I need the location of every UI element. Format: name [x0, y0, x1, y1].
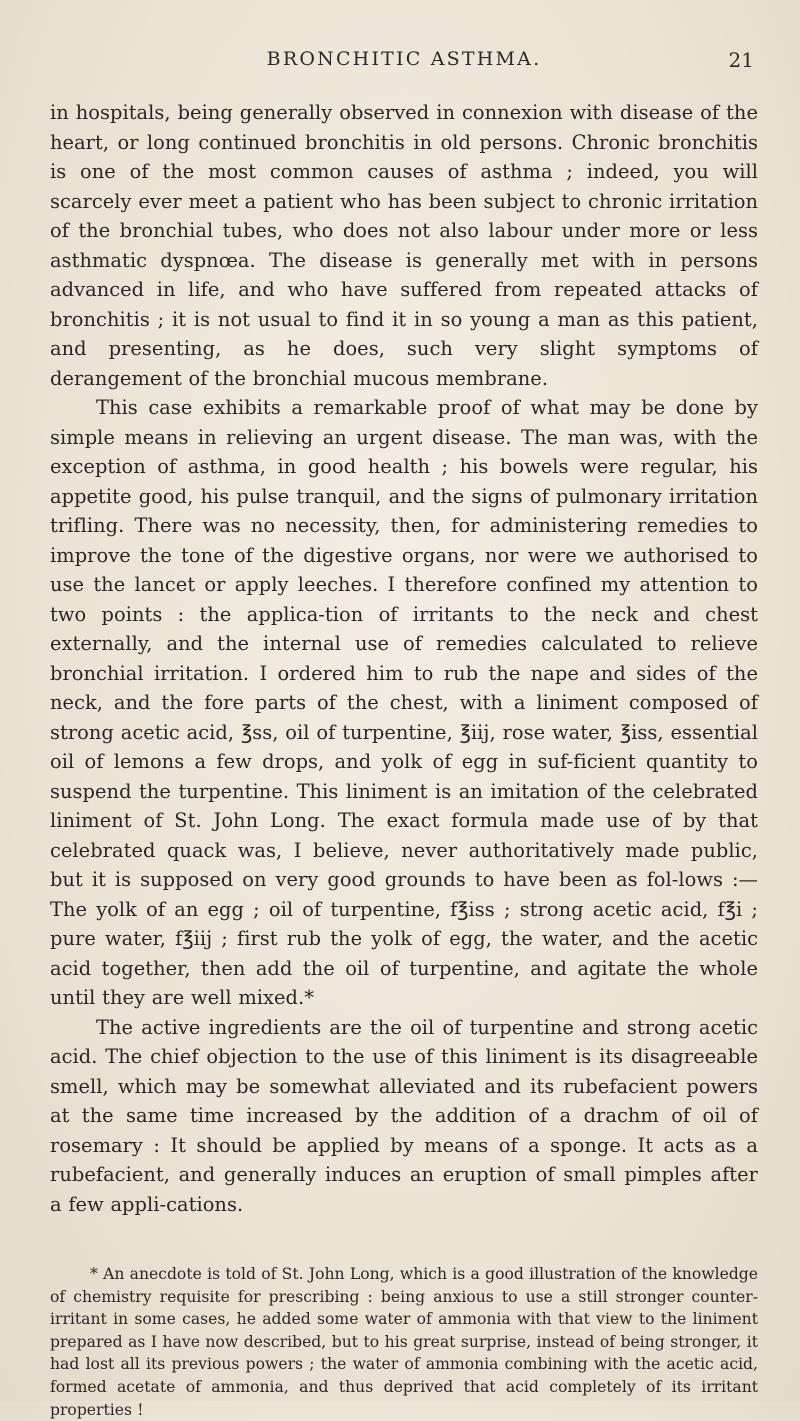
paragraph-active-ingredients: The active ingredients are the oil of turpentine and strong acetic acid. The chief objection to the use of this liniment is its disagreeable smell, which may be somewhat alleviated and its rubefacient powers at the same time increased by the addition of a drachm of oil of rosemary : It should be applied by means of a sponge. It acts as a rubefacient, and generally induces an eruption of small pimples after a few appli-cations. — [50, 1015, 758, 1216]
footnote — [50, 1263, 758, 1421]
page-number: 21 — [728, 48, 754, 72]
book-page — [0, 48, 800, 1419]
footnote-text: * An anecdote is told of St. John Long, which is a good illustration of the knowledge of chemistry requisite for prescribing : being anxious to use a still stronger counter-irritant in some cases, he added some water of ammonia with that view to the liniment prepared as I have now described, but to his great surprise, instead of being stronger, it had lost all its previous powers ; the water of ammonia combining with the acetic acid, formed acetate of ammonia, and thus deprived that acid completely of its irritant properties ! — [50, 1265, 758, 1419]
running-head — [50, 48, 758, 94]
running-title: BRONCHITIC ASTHMA. — [266, 48, 542, 70]
paragraph-continuation: in hospitals, being generally observed in connexion with disease of the heart, or long continued bronchitis in old persons. Chronic bronchitis is one of the most common causes of asthma ; indeed, you will scarcely ever meet a patient who has been subject to chronic irritation of the bronchial tubes, who does not also labour under more or less asthmatic dyspnœa. The disease is generally met with in persons advanced in life, and who have suffered from repeated attacks of bronchitis ; it is not usual to find it in so young a man as this patient, and presenting, as he does, such very slight symptoms of derangement of the bronchial mucous membrane. — [50, 101, 758, 390]
paragraph-case-exhibits: This case exhibits a remarkable proof of what may be done by simple means in relieving an urgent disease. The man was, with the exception of asthma, in good health ; his bowels were regular, his appetite good, his pulse tranquil, and the signs of pulmonary irritation trifling. There was no necessity, then, for administering remedies to improve the tone of the digestive organs, nor were we authorised to use the lancet or apply leeches. I therefore confined my attention to two points : the applica-tion of irritants to the neck and chest externally, and the internal use of remedies calculated to relieve bronchial irritation. I ordered him to rub the nape and sides of the neck, and the fore parts of the chest, with a liniment composed of strong acetic acid, ℥ss, oil of turpentine, ℥iij, rose water, ℥iss, essential oil of lemons a few drops, and yolk of egg in suf-ficient quantity to suspend the turpentine. This liniment is an imitation of the celebrated liniment of St. John Long. The exact formula made use of by that celebrated quack was, I believe, never authoritatively made public, but it is supposed on very good grounds to have been as fol-lows :—The yolk of an egg ; oil of turpentine, f℥iss ; strong acetic acid, f℥i ; pure water, f℥iij ; first rub the yolk of egg, the water, and the acetic acid together, then add the oil of turpentine, and agitate the whole until they are well mixed.* — [50, 396, 758, 1009]
body-text — [50, 98, 758, 1219]
